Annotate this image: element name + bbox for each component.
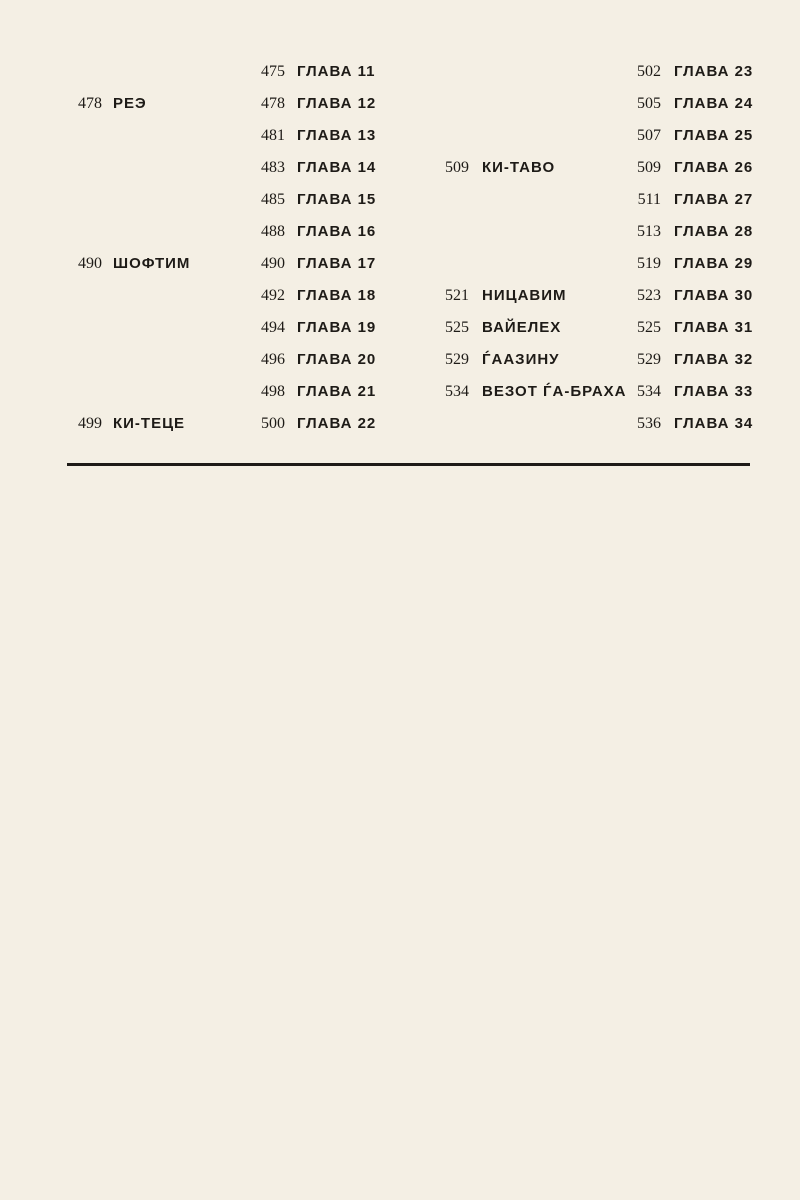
chapter-title: ГЛАВА 29 <box>674 255 754 272</box>
parasha-page: 529 <box>445 351 469 368</box>
chapter-page: 513 <box>637 223 661 240</box>
chapter-page: 494 <box>261 319 285 336</box>
parasha-title: КИ-ТАВО <box>482 159 556 176</box>
toc-row <box>0 88 800 120</box>
divider-rule <box>67 463 750 466</box>
chapter-page: 502 <box>637 63 661 80</box>
chapter-page: 519 <box>637 255 661 272</box>
parasha-page: 499 <box>78 415 102 432</box>
toc-row <box>0 376 800 408</box>
chapter-title: ГЛАВА 12 <box>297 95 377 112</box>
chapter-title: ГЛАВА 16 <box>297 223 377 240</box>
chapter-page: 523 <box>637 287 661 304</box>
parasha-page: 478 <box>78 95 102 112</box>
chapter-page: 488 <box>261 223 285 240</box>
toc-row <box>0 184 800 216</box>
chapter-page: 478 <box>261 95 285 112</box>
chapter-page: 534 <box>637 383 661 400</box>
parasha-title: ШОФТИМ <box>113 255 191 272</box>
chapter-title: ГЛАВА 19 <box>297 319 377 336</box>
chapter-page: 509 <box>637 159 661 176</box>
chapter-title: ГЛАВА 14 <box>297 159 377 176</box>
chapter-title: ГЛАВА 13 <box>297 127 377 144</box>
toc-row <box>0 216 800 248</box>
chapter-page: 481 <box>261 127 285 144</box>
toc-row <box>0 248 800 280</box>
chapter-title: ГЛАВА 30 <box>674 287 754 304</box>
chapter-title: ГЛАВА 11 <box>297 63 376 80</box>
chapter-title: ГЛАВА 31 <box>674 319 754 336</box>
parasha-title: ВЕЗОТ ЃА-БРАХА <box>482 383 627 400</box>
toc-row <box>0 120 800 152</box>
chapter-title: ГЛАВА 34 <box>674 415 754 432</box>
toc-row <box>0 344 800 376</box>
parasha-page: 525 <box>445 319 469 336</box>
parasha-page: 509 <box>445 159 469 176</box>
parasha-page: 490 <box>78 255 102 272</box>
chapter-title: ГЛАВА 18 <box>297 287 377 304</box>
chapter-title: ГЛАВА 26 <box>674 159 754 176</box>
chapter-page: 498 <box>261 383 285 400</box>
table-of-contents <box>0 56 800 440</box>
chapter-page: 483 <box>261 159 285 176</box>
chapter-page: 511 <box>637 191 661 208</box>
chapter-title: ГЛАВА 22 <box>297 415 377 432</box>
chapter-page: 485 <box>261 191 285 208</box>
parasha-page: 521 <box>445 287 469 304</box>
parasha-title: ВАЙЕЛЕХ <box>482 319 562 336</box>
chapter-title: ГЛАВА 24 <box>674 95 754 112</box>
chapter-page: 505 <box>637 95 661 112</box>
parasha-title: НИЦАВИМ <box>482 287 567 304</box>
chapter-page: 496 <box>261 351 285 368</box>
chapter-page: 492 <box>261 287 285 304</box>
toc-row <box>0 152 800 184</box>
parasha-page: 534 <box>445 383 469 400</box>
chapter-page: 507 <box>637 127 661 144</box>
toc-row <box>0 408 800 440</box>
parasha-title: РЕЭ <box>113 95 147 112</box>
chapter-title: ГЛАВА 17 <box>297 255 377 272</box>
chapter-page: 475 <box>261 63 285 80</box>
chapter-page: 500 <box>261 415 285 432</box>
chapter-page: 536 <box>637 415 661 432</box>
chapter-title: ГЛАВА 25 <box>674 127 754 144</box>
chapter-page: 490 <box>261 255 285 272</box>
chapter-title: ГЛАВА 28 <box>674 223 754 240</box>
parasha-title: ЃААЗИНУ <box>482 351 560 368</box>
chapter-title: ГЛАВА 23 <box>674 63 754 80</box>
toc-row <box>0 56 800 88</box>
chapter-page: 525 <box>637 319 661 336</box>
chapter-page: 529 <box>637 351 661 368</box>
chapter-title: ГЛАВА 27 <box>674 191 754 208</box>
toc-row <box>0 312 800 344</box>
chapter-title: ГЛАВА 21 <box>297 383 377 400</box>
chapter-title: ГЛАВА 32 <box>674 351 754 368</box>
toc-row <box>0 280 800 312</box>
chapter-title: ГЛАВА 20 <box>297 351 377 368</box>
parasha-title: КИ-ТЕЦЕ <box>113 415 186 432</box>
chapter-title: ГЛАВА 33 <box>674 383 754 400</box>
chapter-title: ГЛАВА 15 <box>297 191 377 208</box>
